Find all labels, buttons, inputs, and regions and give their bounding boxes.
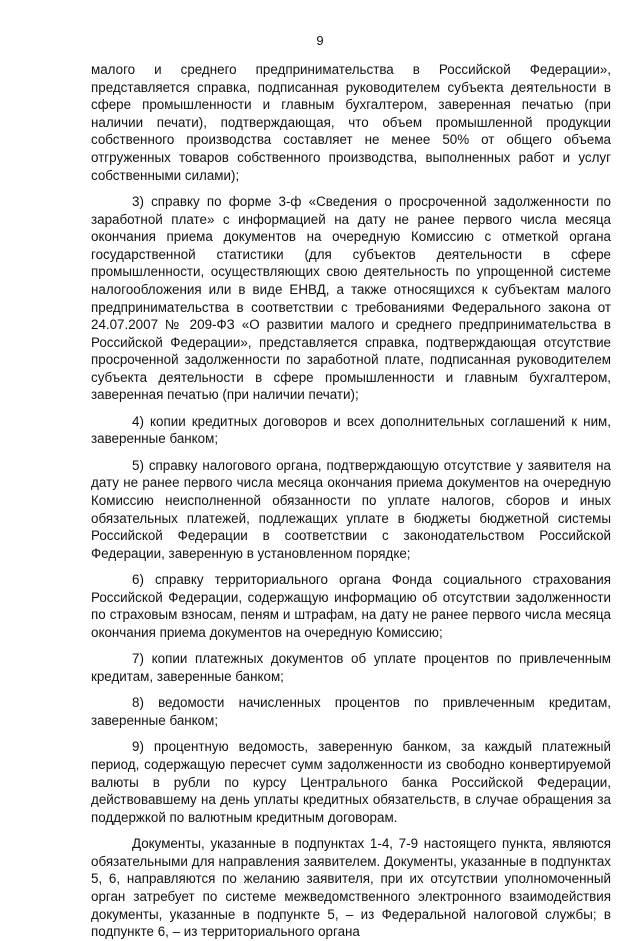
paragraph-continuation: малого и среднего предпринимательства в Российской Федерации», представляется справка, подписанная руководителем субъекта деятельности в сфере промышленности и главным бухгалтером, заверенная печатью (при наличии печати), подтверждающая, что объем промышленной продукции собственного производства составляет не менее 50% от общего объема отгруженных товаров собственного производства, выполненных работ и услуг собственными силами); <box>91 62 611 183</box>
paragraph-documents-note: Документы, указанные в подпунктах 1-4, 7-9 настоящего пункта, являются обязательными для направления заявителем. Документы, указанные в подпунктах 5, 6, направляются по желанию заявителя, при их отсутствии уполномоченный орган затребует по системе межведомственного электронного взаимодействия документы, указанные в подпункте 5, – из Федеральной налоговой службы; в подпункте 6, – из территориального органа <box>91 836 611 940</box>
paragraph-item-3: 3) справку по форме 3-ф «Сведения о просроченной задолженности по заработной плате» с информацией на дату не ранее первого числа месяца окончания приема документов на очередную Комиссию с отметкой органа государственной статистики (для субъектов деятельности в сфере промышленности, осуществляющих свою деятельность по упрощенной системе налогообложения или в виде ЕНВД, а также относящихся к субъектам малого предпринимательства в соответствии с требованиями Федерального закона от 24.07.2007 № 209-ФЗ «О развитии малого и среднего предпринимательства в Российской Федерации», представляется справка, подтверждающая отсутствие просроченной задолженности по заработной плате, подписанная руководителем субъекта деятельности в сфере промышленности и главным бухгалтером, заверенная печатью (при наличии печати); <box>91 193 611 403</box>
paragraph-item-6: 6) справку территориального органа Фонда социального страхования Российской Федерации, содержащую информацию об отсутствии задолженности по страховым взносам, пеням и штрафам, на дату не ранее первого числа месяца окончания приема документов на очередную Комиссию; <box>91 572 611 640</box>
document-body <box>91 61 611 941</box>
paragraph-item-4: 4) копии кредитных договоров и всех дополнительных соглашений к ним, заверенные банком; <box>91 413 611 447</box>
paragraph-item-7: 7) копии платежных документов об уплате процентов по привлеченным кредитам, заверенные банком; <box>91 651 611 684</box>
paragraph-item-8: 8) ведомости начисленных процентов по привлеченным кредитам, заверенные банком; <box>91 695 611 728</box>
paragraph-item-5: 5) справку налогового органа, подтверждающую отсутствие у заявителя на дату не ранее первого числа месяца окончания приема документов на очередную Комиссию неисполненной обязанности по уплате налогов, сборов и иных обязательных платежей, подлежащих уплате в бюджеты бюджетной системы Российской Федерации в соответствии с законодательством Российской Федерации, заверенную в установленном порядке; <box>91 457 611 561</box>
paragraph-item-9: 9) процентную ведомость, заверенную банком, за каждый платежный период, содержащую пересчет сумм задолженности из свободно конвертируемой валюты в рубли по курсу Центрального банка Российской Федерации, действовавшему на день уплаты кредитных обязательств, в случае обращения за поддержкой по валютным кредитным договорам. <box>91 739 611 825</box>
page-number: 9 <box>316 33 324 48</box>
